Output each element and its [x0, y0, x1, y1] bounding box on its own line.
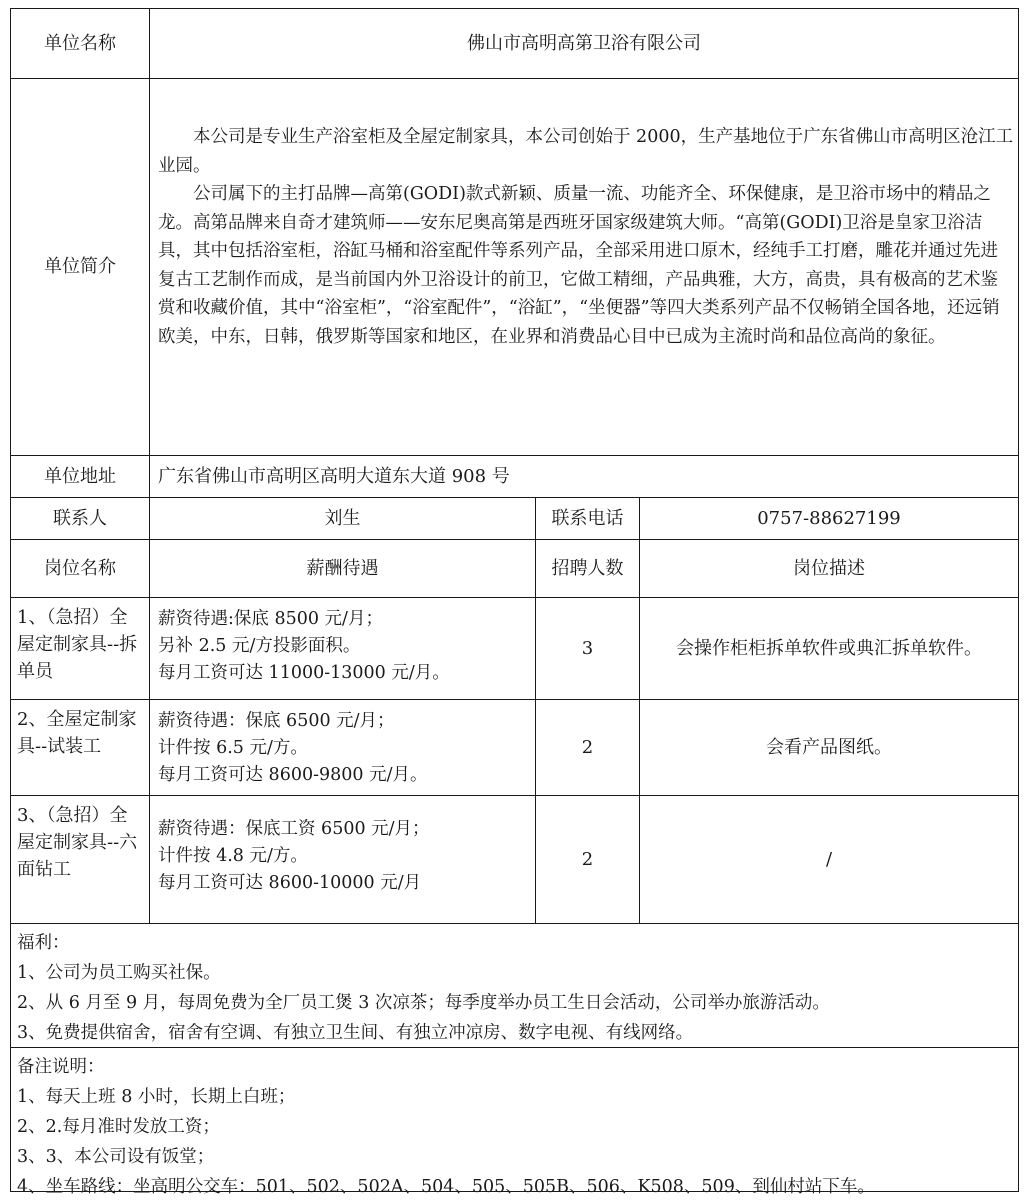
intro-label: 单位简介: [11, 79, 150, 456]
company-intro: [150, 79, 1018, 456]
job-2-salary-line-2: 计件按 6.5 元/方。: [158, 738, 308, 758]
job-3-salary: [150, 796, 536, 924]
recruitment-table: [10, 8, 1019, 1197]
benefits-title: 福利：: [17, 933, 70, 953]
job-1-salary-line-2: 另补 2.5 元/方投影面积。: [158, 636, 361, 656]
job-1-desc: 会操作柜柜拆单软件或典汇拆单软件。: [640, 598, 1018, 700]
phone-value: 0757-88627199: [640, 498, 1018, 540]
notes-section: [11, 1048, 1018, 1197]
benefit-item-1: 1、公司为员工购买社保。: [17, 963, 221, 983]
job-2-position: 2、全屋定制家具--试装工: [11, 700, 150, 796]
address-label: 单位地址: [11, 456, 150, 498]
benefits-section: [11, 924, 1018, 1048]
company-name: 佛山市高明高第卫浴有限公司: [150, 9, 1018, 79]
contact-name: 刘生: [150, 498, 536, 540]
job-3-position: 3、（急招）全屋定制家具--六面钻工: [11, 796, 150, 924]
phone-label: 联系电话: [536, 498, 640, 540]
job-2-count: 2: [536, 700, 640, 796]
note-item-4: 4、坐车路线：坐高明公交车：501、502、502A、504、505、505B、506、K508、509、到仙村站下车。: [17, 1177, 875, 1197]
contact-label: 联系人: [11, 498, 150, 540]
job-3-count: 2: [536, 796, 640, 924]
note-item-3: 3、3、本公司设有饭堂；: [17, 1147, 215, 1167]
header-salary: 薪酬待遇: [150, 540, 536, 598]
benefit-item-3: 3、免费提供宿舍，宿舍有空调、有独立卫生间、有独立冲凉房、数字电视、有线网络。: [17, 1023, 694, 1043]
job-1-count: 3: [536, 598, 640, 700]
job-2-salary-line-3: 每月工资可达 8600-9800 元/月。: [158, 765, 428, 785]
header-desc: 岗位描述: [640, 540, 1018, 598]
job-1-salary-line-3: 每月工资可达 11000-13000 元/月。: [158, 663, 450, 683]
job-2-salary-line-1: 薪资待遇：保底 6500 元/月；: [158, 711, 395, 731]
intro-paragraph-2: 公司属下的主打品牌—高第(GODI)款式新颖、质量一流、功能齐全、环保健康，是卫浴市场中的精品之龙。高第品牌来自奇才建筑师——安东尼奥高第是西班牙国家级建筑大师。“高第(GODI)卫浴是皇家卫浴洁具，其中包括浴室柜，浴缸马桶和浴室配件等系列产品，全部采用进口原木，经纯手工打磨，雕花并通过先进复古工艺制作而成，是当前国内外卫浴设计的前卫，它做工精细，产品典雅，大方，高贵，具有极高的艺术鉴赏和收藏价值，其中“浴室柜”，“浴室配件”，“浴缸”，“坐便器”等四大类系列产品不仅畅销全国各地，还远销欧美，中东，日韩，俄罗斯等国家和地区，在业界和消费品心目中已成为主流时尚和品位高尚的象征。: [158, 184, 1000, 347]
job-3-salary-line-1: 薪资待遇：保底工资 6500 元/月；: [158, 819, 430, 839]
address-value: 广东省佛山市高明区高明大道东大道 908 号: [150, 456, 1018, 498]
note-item-2: 2、2.每月准时发放工资；: [17, 1117, 220, 1137]
job-2-salary: [150, 700, 536, 796]
benefit-item-2: 2、从 6 月至 9 月，每周免费为全厂员工煲 3 次凉茶；每季度举办员工生日会活动，公司举办旅游活动。: [17, 993, 830, 1013]
job-3-desc: /: [640, 796, 1018, 924]
header-count: 招聘人数: [536, 540, 640, 598]
job-1-salary-line-1: 薪资待遇:保底 8500 元/月；: [158, 609, 383, 629]
company-label: 单位名称: [11, 9, 150, 79]
job-3-salary-line-2: 计件按 4.8 元/方。: [158, 846, 308, 866]
intro-paragraph-1: 本公司是专业生产浴室柜及全屋定制家具，本公司创始于 2000，生产基地位于广东省佛山市高明区沧江工业园。: [158, 127, 1014, 176]
job-3-salary-line-3: 每月工资可达 8600-10000 元/月: [158, 873, 422, 893]
header-position: 岗位名称: [11, 540, 150, 598]
note-item-1: 1、每天上班 8 小时，长期上白班；: [17, 1087, 296, 1107]
job-2-desc: 会看产品图纸。: [640, 700, 1018, 796]
notes-title: 备注说明：: [17, 1057, 105, 1077]
job-1-salary: [150, 598, 536, 700]
job-1-position: 1、（急招）全屋定制家具--拆单员: [11, 598, 150, 700]
